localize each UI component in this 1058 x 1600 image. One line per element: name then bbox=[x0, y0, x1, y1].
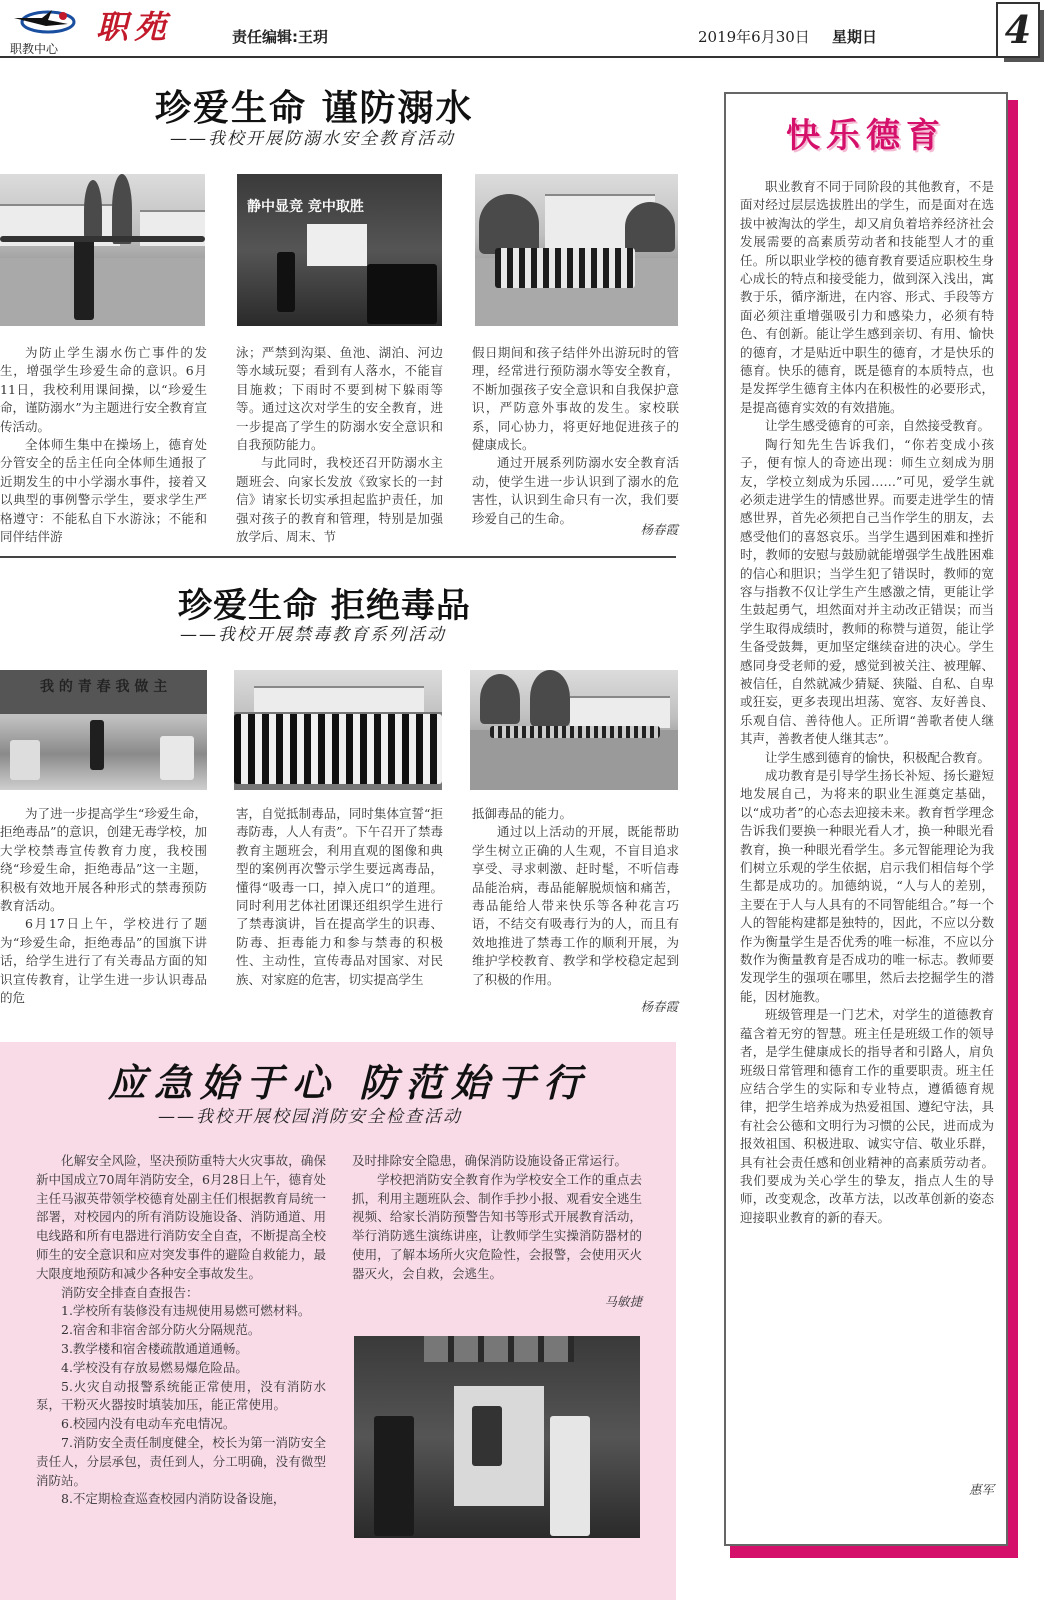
photo-banner-text: 我 的 青 春 我 做 主 bbox=[40, 679, 168, 695]
article1-column-1 bbox=[0, 344, 207, 546]
paragraph: 学校把消防安全教育作为学校安全工作的重点去抓，利用主题班队会、制作手抄小报、观看安全逃生视频、给家长消防预警告知书等形式开展教育活动，举行消防逃生演练讲座，让教师学生实操消防器材的使用，了解本场所火灾危险性，会报警，会使用灭火器灭火，会自救，会逃生。 bbox=[352, 1171, 642, 1281]
checklist-item: 5.火灾自动报警系统能正常使用，没有消防水泵，干粉灭火器按时填装加压，能正常使用。 bbox=[36, 1378, 326, 1413]
checklist-item: 1.学校所有装修没有违规使用易燃可燃材料。 bbox=[61, 1303, 311, 1319]
paragraph: 害，自觉抵制毒品，同时集体宣誓“拒毒防毒，人人有责”。下午召开了禁毒教育主题班会，利用直观的图像和典型的案例再次警示学生要远离毒品，懂得“吸毒一口，掉入虎口”的道理。同时利用艺体社团课还组织学生进行了禁毒演讲，旨在提高学生的识毒、防毒、拒毒能力和参与禁毒的积极性、主动性，宣传毒品对国家、对民族、对家庭的危害，切实提高学生 bbox=[236, 806, 443, 987]
checklist-item: 3.教学楼和宿舍楼疏散通道通畅。 bbox=[61, 1340, 248, 1356]
paragraph: 化解安全风险，坚决预防重特大火灾事故，确保新中国成立70周年消防安全，6月28日上午，德育处主任马淑英带领学校德育处副主任们根据教育局统一部署，对校园内的所有消防设施设备、消防通道、用电线路和所有电器进行消防安全自查，不断提高全校师生的安全意识和应对突发事件的避险自救能力，最大限度地预防和减少各种安全事故发生。 bbox=[36, 1153, 326, 1281]
article3-signature: 马敏捷 bbox=[604, 1294, 642, 1309]
paragraph: 全体师生集中在操场上，德育处分管安全的岳主任向全体师生通报了近期发生的中小学溺水事件，接着又以典型的事例警示学生，要求学生严格遵守：不能私自下水游泳；不能和同伴结伴游 bbox=[0, 437, 207, 545]
article1-photo-1 bbox=[0, 174, 205, 326]
photo-banner-text: 静中显竞 竞中取胜 bbox=[247, 199, 364, 215]
article1-photo-3 bbox=[475, 174, 678, 326]
article2-title: 珍爱生命 拒绝毒品 bbox=[178, 586, 471, 626]
paragraph: 职业教育不同于同阶段的其他教育，不是面对经过层层选拔胜出的学生，而是面对在选拔中被淘汰的学生，却又肩负着培养经济社会发展需要的高素质劳动者和技能型人才的重任。所以职业学校的德育教育要适应职校生身心成长的特点和接受能力，做到深入浅出，寓教于乐，循序渐进，在内容、形式、手段等方面必须注重增强吸引力和感染力，必须有特色、有创新。能让学生感到亲切、有用、愉快的德育，才是贴近中职生的德育，才是快乐的德育。快乐的德育，既是德育的本质特点，也是发挥学生德育主体内在积极性的必要形式，是提高德育实效的有效措施。 bbox=[740, 179, 994, 415]
checklist-item: 4.学校没有存放易燃易爆危险品。 bbox=[61, 1359, 248, 1375]
sidebar-title: 快乐德育 bbox=[786, 116, 946, 156]
paragraph: 泳；严禁到沟渠、鱼池、湖泊、河边等水域玩耍；看到有人落水，不能盲目施救；下雨时不要到树下躲雨等等。通过这次对学生的安全教育，进一步提高了学生的防溺水安全意识和自我预防能力。 bbox=[236, 345, 443, 453]
article3-column-1 bbox=[36, 1152, 326, 1509]
paragraph: 班级管理是一门艺术，对学生的道德教育蕴含着无穷的智慧。班主任是班级工作的领导者，是学生健康成长的指导者和引路人，肩负班级日常管理和德育工作的重要职责。班主任应结合学生的实际和专业特点，遵循德育规律，把学生培养成为热爱祖国、遵纪守法，具有社会公德和文明行为习惯的公民，进而成为报效祖国、积极进取、诚实守信、敬业乐群，具有社会责任感和创业精神的高素质劳动者。我们要成为关心学生的挚友，指点人生的导师，改变观念，改革方法，以改革创新的姿态迎接职业教育的新的春天。 bbox=[740, 1007, 994, 1225]
paragraph: 让学生感受德育的可亲，自然接受教育。 bbox=[765, 418, 991, 434]
article2-photo-3 bbox=[470, 670, 678, 790]
logo-text: 职教中心 bbox=[10, 42, 59, 56]
article2-column-3 bbox=[472, 805, 679, 989]
article2-column-1 bbox=[0, 805, 207, 1007]
article1-column-3 bbox=[472, 344, 679, 528]
issue-date: 2019年6月30日 bbox=[698, 28, 810, 46]
checklist-item: 6.校园内没有电动车充电情况。 bbox=[61, 1416, 236, 1432]
paragraph: 与此同时，我校还召开防溺水主题班会、向家长发放《致家长的一封信》请家长切实承担起监护责任，加强对孩子的教育和管理，特别是加强放学后、周末、节 bbox=[236, 455, 443, 545]
article2-photo-2 bbox=[234, 670, 442, 790]
article1-title: 珍爱生命 谨防溺水 bbox=[155, 88, 474, 129]
checklist-item: 2.宿舍和非宿舍部分防火分隔规范。 bbox=[61, 1322, 261, 1338]
article3-column-2 bbox=[352, 1152, 642, 1284]
paragraph: 为了进一步提高学生“珍爱生命，拒绝毒品”的意识，创建无毒学校，加大学校禁毒宣传教育力度，我校围绕“珍爱生命，拒绝毒品”这一主题，积极有效地开展各种形式的禁毒预防教育活动。 bbox=[0, 806, 207, 914]
paragraph: 通过开展系列防溺水安全教育活动，使学生进一步认识到了溺水的危害性，认识到生命只有一次，我们要珍爱自己的生命。 bbox=[472, 455, 679, 526]
checklist-item: 7.消防安全责任制度健全，校长为第一消防安全责任人，分层承包，责任到人，分工明确，没有微型消防站。 bbox=[36, 1434, 326, 1488]
paragraph: 6月17日上午，学校进行了题为“珍爱生命，拒绝毒品”的国旗下讲话，给学生进行了有关毒品方面的知识宣传教育，让学生进一步认识毒品的危 bbox=[0, 916, 207, 1006]
paragraph: 及时排除安全隐患，确保消防设施设备正常运行。 bbox=[352, 1153, 628, 1168]
paragraph: 成功教育是引导学生扬长补短、扬长避短地发展自己，为将来的职业生涯奠定基础，以“成功者”的心态去迎接未来。教育哲学理念告诉我们要换一种眼光看人才，换一种眼光看教育，换一种眼光看学生。多元智能理论为我们树立乐观的学生依据，启示我们相信每个学生都是成功的。加德纳说，“人与人的差别，主要在于人与人具有的不同智能组合。”每一个人的智能构建都是独特的，因此，不应以分数作为衡量学生是否优秀的唯一标准，不应以分数作为衡量教育是否成功的唯一标志。教师要发现学生的强项在哪里，然后去挖掘学生的潜能，因材施教。 bbox=[740, 768, 994, 1004]
article1-subtitle: ——我校开展防溺水安全教育活动 bbox=[170, 129, 455, 149]
paragraph: 假日期间和孩子结伴外出游玩时的管理，经常进行预防溺水等安全教育，不断加强孩子安全意识和自我保护意识，严防意外事故的发生。家校联系，同心协力，将更好地促进孩子的健康成长。 bbox=[472, 345, 679, 453]
checklist-title: 消防安全排查自查报告： bbox=[61, 1284, 199, 1300]
article-divider bbox=[0, 556, 676, 558]
section-name: 职苑 bbox=[96, 8, 173, 46]
article1-photo-2 bbox=[237, 174, 442, 326]
article3-photo bbox=[354, 1336, 640, 1538]
page-number: 4 bbox=[996, 2, 1040, 58]
paragraph: 通过以上活动的开展，既能帮助学生树立正确的人生观，不盲目追求享受、寻求刺激、赶时髦，不听信毒品能治病，毒品能解脱烦恼和痛苦，毒品能给人带来快乐等各种花言巧语，不结交有吸毒行为的人，而且有效地推进了禁毒工作的顺利开展，为维护学校教育、教学和学校稳定起到了积极的作用。 bbox=[472, 824, 679, 987]
article2-photo-1 bbox=[0, 670, 207, 790]
paragraph: 让学生感到德育的愉快，积极配合教育。 bbox=[765, 749, 991, 765]
issue-weekday: 星期日 bbox=[832, 28, 878, 46]
article1-column-2 bbox=[236, 344, 443, 546]
masthead-rule bbox=[0, 56, 1020, 58]
article3-subtitle: ——我校开展校园消防安全检查活动 bbox=[158, 1107, 462, 1127]
sidebar-signature: 惠军 bbox=[968, 1482, 994, 1497]
editor-credit: 责任编辑:王玥 bbox=[232, 28, 328, 46]
paragraph: 为防止学生溺水伤亡事件的发生，增强学生珍爱生命的意识。6月11日，我校利用课间操，以“珍爱生命，谨防溺水”为主题进行安全教育宣传活动。 bbox=[0, 345, 207, 434]
paragraph: 抵御毒品的能力。 bbox=[472, 806, 573, 821]
article2-subtitle: ——我校开展禁毒教育系列活动 bbox=[180, 625, 446, 645]
article3-title: 应急始于心 防范始于行 bbox=[108, 1060, 590, 1105]
article1-signature: 杨春霞 bbox=[640, 522, 678, 537]
article2-signature: 杨春霞 bbox=[640, 999, 678, 1014]
paragraph: 陶行知先生告诉我们，“你若变成小孩子，便有惊人的奇迹出现：师生立刻成为朋友，学校立刻成为乐园……”可见，爱学生就必须走进学生的情感世界。而要走进学生的情感世界，首先必须把自己当作学生的朋友，去感受他们的喜怒哀乐。当学生遇到困难和挫折时，教师的安慰与鼓励就能增强学生战胜困难的信心和胆识；当学生犯了错误时，教师的宽容与指教不仅让学生产生感激之情，更能让学生鼓起勇气，坦然面对并主动改正错误；而当学生取得成绩时，教师的称赞与道贺，能让学生备受鼓舞，更加坚定继续奋进的决心。学生感同身受老师的爱，感觉到被关注、被理解、被信任，自然就减少猜疑、狭隘、自私、自卑或狂妄，更多表现出坦荡、宽容、友好善良、乐观自信、善待他人。正所谓“善歌者使人继其声，善教者使人继其志”。 bbox=[740, 436, 994, 747]
article2-column-2 bbox=[236, 805, 443, 989]
checklist-item: 8.不定期检查巡查校园内消防设备设施， bbox=[61, 1491, 286, 1507]
sidebar-body bbox=[740, 178, 994, 1227]
